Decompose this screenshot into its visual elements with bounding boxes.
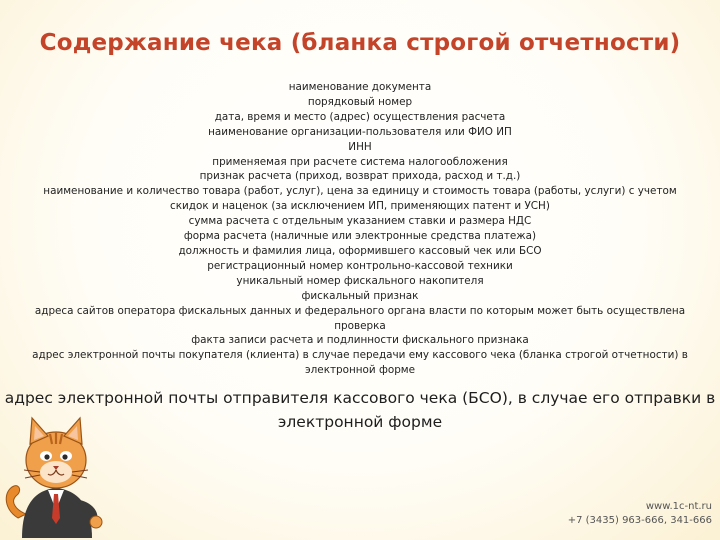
list-item: ИНН xyxy=(348,140,372,153)
phone-number: +7 (3435) 963-666, 341-666 xyxy=(567,515,712,526)
footer-contacts xyxy=(568,500,712,528)
list-item: применяемая при расчете система налогообложения xyxy=(212,155,508,168)
receipt-requirements-list xyxy=(30,80,690,378)
list-item: факта записи расчета и подлинности фискального признака xyxy=(191,334,529,347)
list-item: наименование и количество товара (работ, услуг), цена за единицу и стоимость товара (работы, услуги) с учетом скидок и наценок (за исключением ИП, применяющих патент и УСН) xyxy=(43,185,677,213)
slide-title: Содержание чека (бланка строгой отчетности) xyxy=(39,30,681,56)
list-item: адреса сайтов оператора фискальных данных и федерального органа власти по которым может быть осуществлена проверка xyxy=(34,304,686,332)
list-item: адрес электронной почты покупателя (клиента) в случае передачи ему кассового чека (бланка строгой отчетности) в электронной форме xyxy=(32,349,688,377)
list-item: наименование документа xyxy=(288,81,432,93)
list-item: признак расчета (приход, возврат прихода, расход и т.д.) xyxy=(199,170,521,183)
website-link[interactable]: www.1c-nt.ru xyxy=(645,501,712,512)
list-item: должность и фамилия лица, оформившего кассовый чек или БСО xyxy=(178,244,542,257)
emphasis-text: адрес электронной почты отправителя кассового чека (БСО), в случае его отправки в электронной форме xyxy=(4,389,716,431)
list-item: наименование организации-пользователя или ФИО ИП xyxy=(208,125,512,138)
cat-mascot-icon xyxy=(0,398,112,540)
list-item: сумма расчета с отдельным указанием ставки и размера НДС xyxy=(188,215,532,228)
list-item: уникальный номер фискального накопителя xyxy=(236,274,484,287)
list-item: фискальный признак xyxy=(301,289,419,302)
list-item: порядковый номер xyxy=(307,95,413,108)
list-item: дата, время и место (адрес) осуществления расчета xyxy=(214,110,506,123)
list-item: регистрационный номер контрольно-кассовой техники xyxy=(207,259,513,272)
list-item: форма расчета (наличные или электронные средства платежа) xyxy=(183,230,537,243)
